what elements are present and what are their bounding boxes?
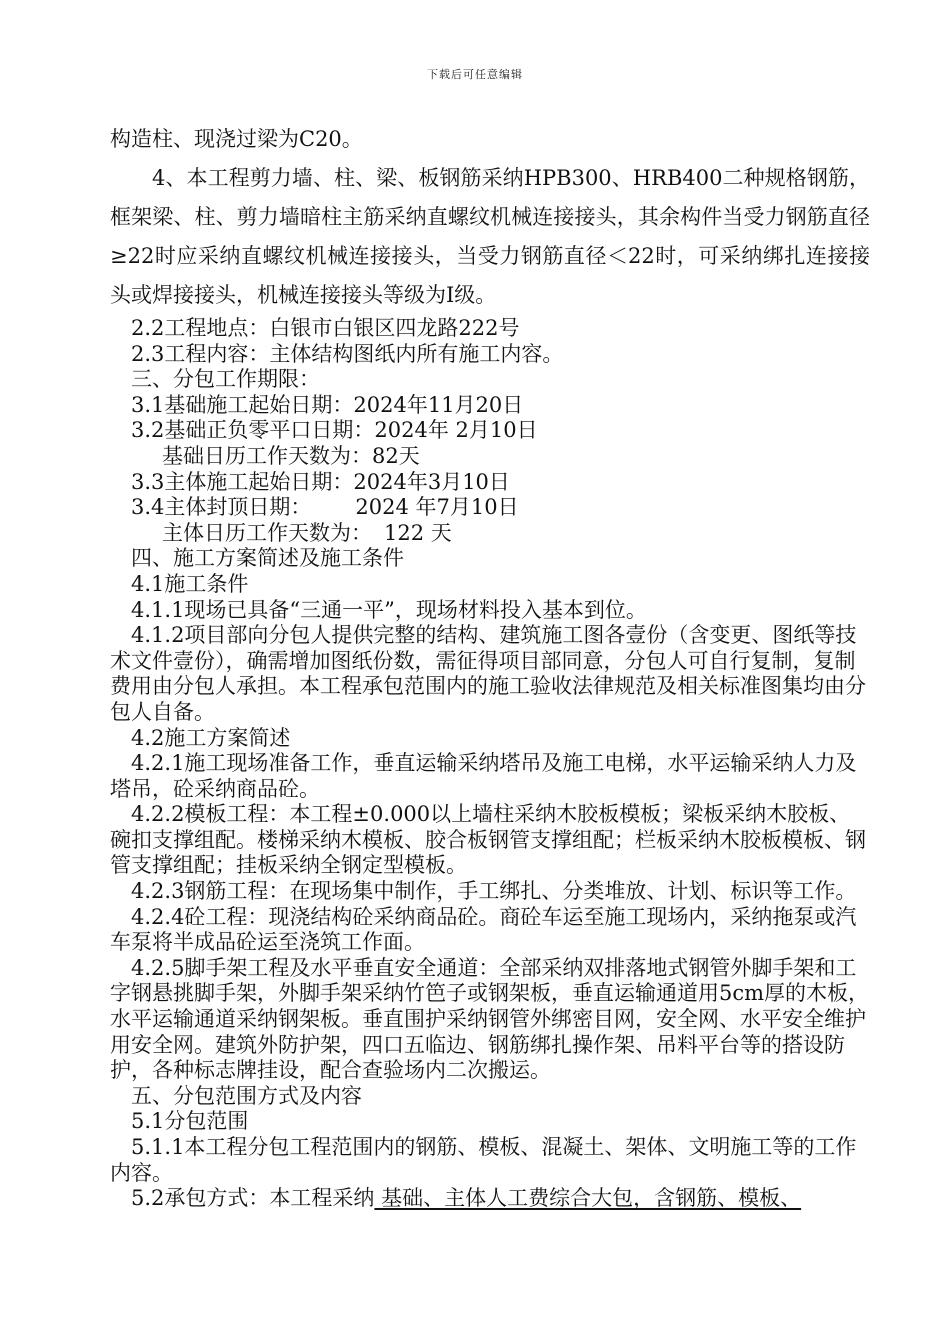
- top-block: [110, 120, 870, 315]
- paragraph-2-3: 2.3工程内容：主体结构图纸内所有施工内容。: [131, 341, 564, 366]
- page-header: 下载后可任意编辑: [427, 68, 523, 81]
- section-heading-5: 五、分包范围方式及内容: [131, 1083, 362, 1108]
- paragraph-4-2-2: 4.2.2模板工程：本工程±0.000以上墙柱采纳木胶板模板；梁板采纳木胶板、碗扣支撑组配。楼梯采纳木模板、胶合板钢管支撑组配；栏板采纳木胶板模板、钢管支撑组配；挂板采纳全钢定型模板。: [110, 802, 866, 878]
- paragraph-4-2-5: 4.2.5脚手架工程及水平垂直安全通道：全部采纳双排落地式钢管外脚手架和工字钢悬挑脚手架，外脚手架采纳竹笆子或钢架板，垂直运输通道用5cm厚的木板，水平运输通道采纳钢架板。垂直围护采纳钢管外绑密目网，安全网、水平安全维护用安全网。建筑外防护架，四口五临边、钢筋绑扎操作架、吊料平台等的搭设防护，各种标志牌挂设，配合查验场内二次搬运。: [110, 955, 870, 1083]
- paragraph-4-1: 4.1施工条件: [131, 571, 249, 596]
- main-block: [110, 316, 870, 1212]
- paragraph-2-2: 2.2工程地点：白银市白银区四龙路222号: [131, 316, 520, 340]
- paragraph-3-4-value: 2024 年7月10日: [355, 495, 519, 520]
- paragraph-3-4: [110, 495, 870, 521]
- paragraph-3-4-days-value: 122 天: [384, 520, 452, 545]
- paragraph-5-1: 5.1分包范围: [131, 1109, 249, 1134]
- paragraph-5-2: [110, 1186, 870, 1212]
- paragraph-3-4-days-label: 主体日历工作天数为：: [162, 520, 372, 545]
- paragraph-3-4-days: [110, 521, 870, 547]
- section-heading-4: 四、施工方案简述及施工条件: [131, 546, 404, 571]
- paragraph-4-1-1: 4.1.1现场已具备“三通一平”，现场材料投入基本到位。: [131, 597, 647, 622]
- paragraph-3-1: 3.1基础施工起始日期：2024年11月20日: [131, 392, 524, 417]
- contract-method-underlined: 基础、主体人工费综合大包，含钢筋、模板、: [374, 1186, 802, 1211]
- document-body: [110, 120, 870, 1212]
- section-heading-3: 三、分包工作期限：: [131, 367, 320, 392]
- paragraph-5-1-1: 5.1.1本工程分包工程范围内的钢筋、模板、混凝土、架体、文明施工等的工作内容。: [110, 1135, 857, 1185]
- paragraph-3-4-label: 3.4主体封顶日期：: [131, 495, 312, 520]
- paragraph-3-2-days: 基础日历工作天数为：82天: [162, 443, 420, 468]
- paragraph-concrete-grade: 构造柱、现浇过梁为C20。: [110, 127, 363, 151]
- paragraph-3-3: 3.3主体施工起始日期：2024年3月10日: [131, 469, 510, 494]
- paragraph-4-2-4: 4.2.4砼工程：现浇结构砼采纳商品砼。商砼车运至施工现场内，采纳拖泵或汽车泵将半成品砼运至浇筑工作面。: [110, 904, 857, 955]
- paragraph-rebar-spec: 4、本工程剪力墙、柱、梁、板钢筋采纳HPB300、HRB400二种规格钢筋，框架梁、柱、剪力墙暗柱主筋采纳直螺纹机械连接接头，其余构件当受力钢筋直径≥22时应采纳直螺纹机械连接接头，当受力钢筋直径＜22时，可采纳绑扎连接接头或焊接接头，机械连接接头等级为Ⅰ级。: [110, 166, 870, 307]
- paragraph-4-2-3: 4.2.3钢筋工程：在现场集中制作，手工绑扎、分类堆放、计划、标识等工作。: [131, 879, 857, 904]
- paragraph-5-2-label: 5.2承包方式：本工程采纳: [131, 1186, 375, 1211]
- paragraph-4-2-1: 4.2.1施工现场准备工作，垂直运输采纳塔吊及施工电梯，水平运输采纳人力及塔吊，砼采纳商品砼。: [110, 751, 857, 801]
- paragraph-3-2: 3.2基础正负零平口日期：2024年 2月10日: [131, 418, 538, 443]
- paragraph-4-2: 4.2施工方案简述: [131, 725, 291, 750]
- paragraph-4-1-2: 4.1.2项目部向分包人提供完整的结构、建筑施工图各壹份（含变更、图纸等技术文件壹份），确需增加图纸份数，需征得项目部同意，分包人可自行复制，复制费用由分包人承担。本工程承包范围内的施工验收法律规范及相关标准图集均由分包人自备。: [110, 623, 866, 724]
